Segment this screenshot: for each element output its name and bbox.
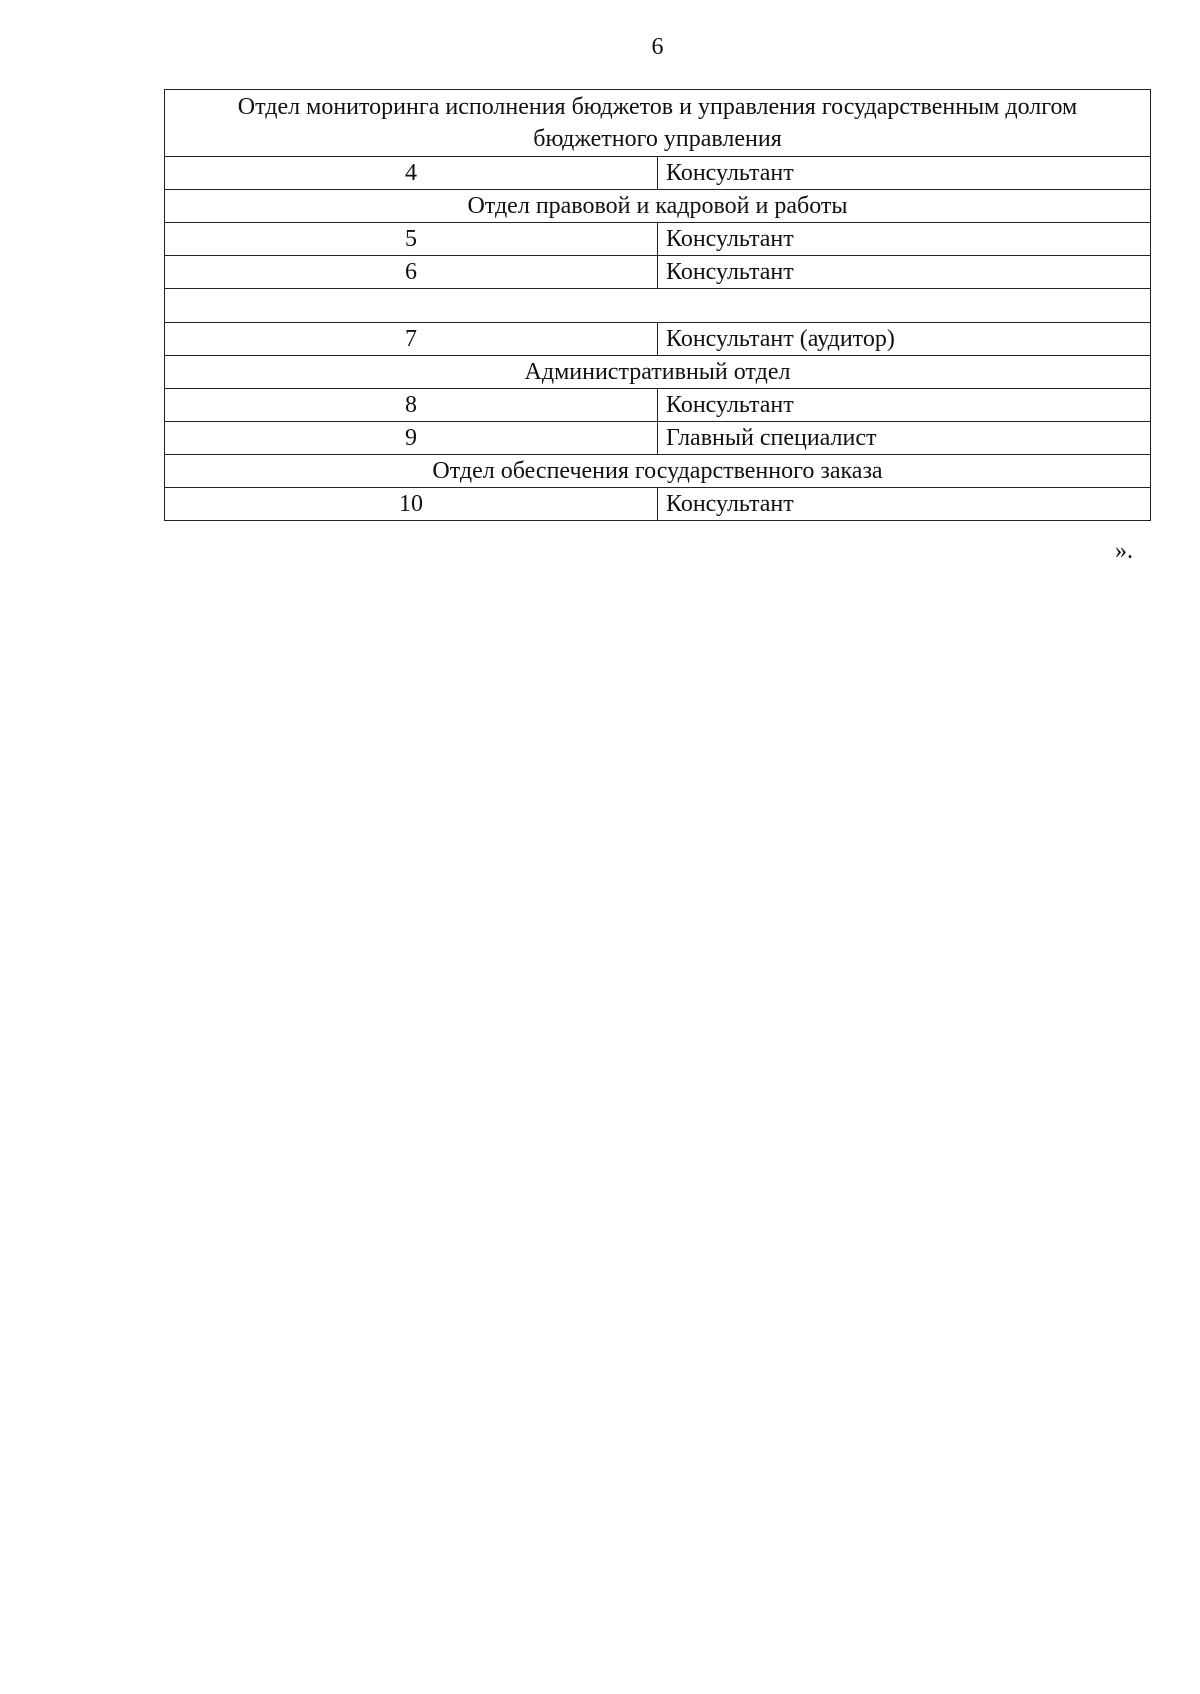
section-header-monitoring: Отдел мониторинга исполнения бюджетов и управления государственным долгом бюджетного управления	[165, 90, 1151, 157]
table-row	[165, 488, 1151, 521]
section-header-empty	[165, 289, 1151, 323]
row-number: 5	[165, 223, 658, 256]
table-row-section	[165, 190, 1151, 223]
table-row-section	[165, 90, 1151, 157]
row-number: 6	[165, 256, 658, 289]
position-title: Консультант	[658, 389, 1151, 422]
table-row-section	[165, 455, 1151, 488]
row-number: 8	[165, 389, 658, 422]
position-title: Консультант	[658, 157, 1151, 190]
section-header-administrative: Административный отдел	[165, 356, 1151, 389]
position-title: Главный специалист	[658, 422, 1151, 455]
section-header-state-order: Отдел обеспечения государственного заказа	[165, 455, 1151, 488]
table-row	[165, 323, 1151, 356]
table-row-section-empty	[165, 289, 1151, 323]
table-row	[165, 389, 1151, 422]
position-title: Консультант	[658, 488, 1151, 521]
row-number: 9	[165, 422, 658, 455]
section-header-legal-hr: Отдел правовой и кадровой и работы	[165, 190, 1151, 223]
page-number: 6	[651, 34, 664, 60]
position-title: Консультант (аудитор)	[658, 323, 1151, 356]
table-row	[165, 256, 1151, 289]
positions-table	[164, 89, 1151, 521]
closing-quote: ».	[1115, 538, 1133, 564]
table-row	[165, 422, 1151, 455]
row-number: 10	[165, 488, 658, 521]
position-title: Консультант	[658, 223, 1151, 256]
table-row	[165, 223, 1151, 256]
table-row	[165, 157, 1151, 190]
table-row-section	[165, 356, 1151, 389]
row-number: 7	[165, 323, 658, 356]
row-number: 4	[165, 157, 658, 190]
position-title: Консультант	[658, 256, 1151, 289]
